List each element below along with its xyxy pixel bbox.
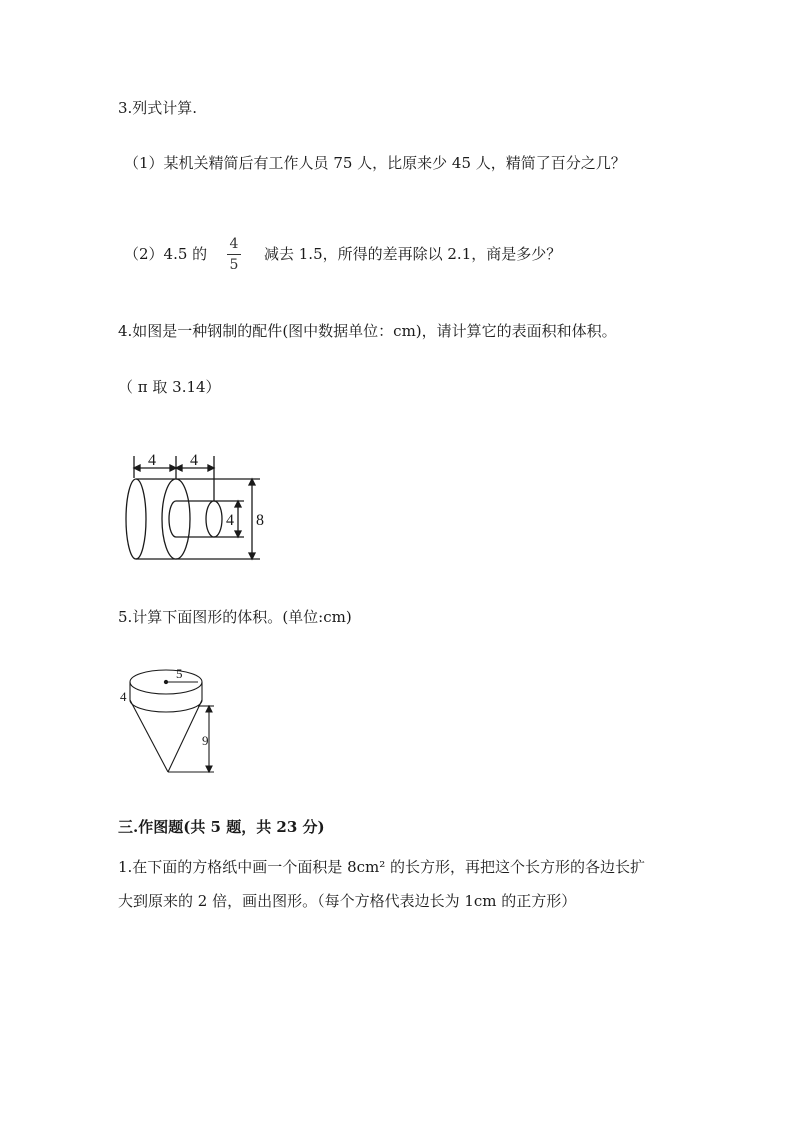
q3-part2-suffix: 减去 1.5，所得的差再除以 2.1，商是多少？ [264,245,562,263]
big-cylinder-left-face [126,479,146,559]
label-length-2: 4 [190,452,198,469]
cone-right-side [168,700,202,772]
fraction [227,236,241,273]
q3-title: 3.列式计算. [118,99,198,117]
arrow-4b [235,531,241,537]
big-cylinder-right-face [162,479,190,559]
q5-title: 5.计算下面图形的体积。(单位:cm) [118,608,352,626]
center-dot [164,680,167,683]
cylinder-cone-figure [118,660,228,780]
fraction-bar [227,254,241,255]
arrow-2b [208,465,214,471]
arrow-8b [249,553,255,559]
sec3-q1-line2: 大到原来的 2 倍，画出图形。（每个方格代表边长为 1cm 的正方形） [118,892,577,910]
section-3-title: 三.作图题(共 5 题，共 23 分) [118,818,325,836]
arrow-4a [235,501,241,507]
sec3-q1-line1: 1.在下面的方格纸中画一个面积是 8cm² 的长方形，再把这个长方形的各边长扩 [118,858,646,876]
label-length-1: 4 [148,452,156,469]
fraction-numerator: 4 [229,236,239,252]
steel-part-figure [118,448,278,568]
label-cone-height: 9 [202,733,209,748]
arrow-2a [176,465,182,471]
arrow-8a [249,479,255,485]
q4-pi-note: （ π 取 3.14） [118,378,221,396]
label-inner-diameter: 4 [226,512,234,529]
label-outer-diameter: 8 [256,512,264,529]
fraction-denominator: 5 [229,257,239,273]
q3-part1: （1）某机关精简后有工作人员 75 人，比原来少 45 人，精简了百分之几？ [124,154,626,172]
small-cylinder-right-face [206,501,222,537]
q3-part2-prefix: （2）4.5 的 [124,245,208,263]
q4-title: 4.如图是一种钢制的配件(图中数据单位：cm)，请计算它的表面积和体积。 [118,322,617,340]
arrow-9a [206,706,212,712]
arrow-9b [206,766,212,772]
label-cylinder-height: 4 [120,689,127,704]
label-radius: 5 [176,666,183,681]
cylinder-bottom-arc [130,700,202,712]
arrow-1a [134,465,140,471]
